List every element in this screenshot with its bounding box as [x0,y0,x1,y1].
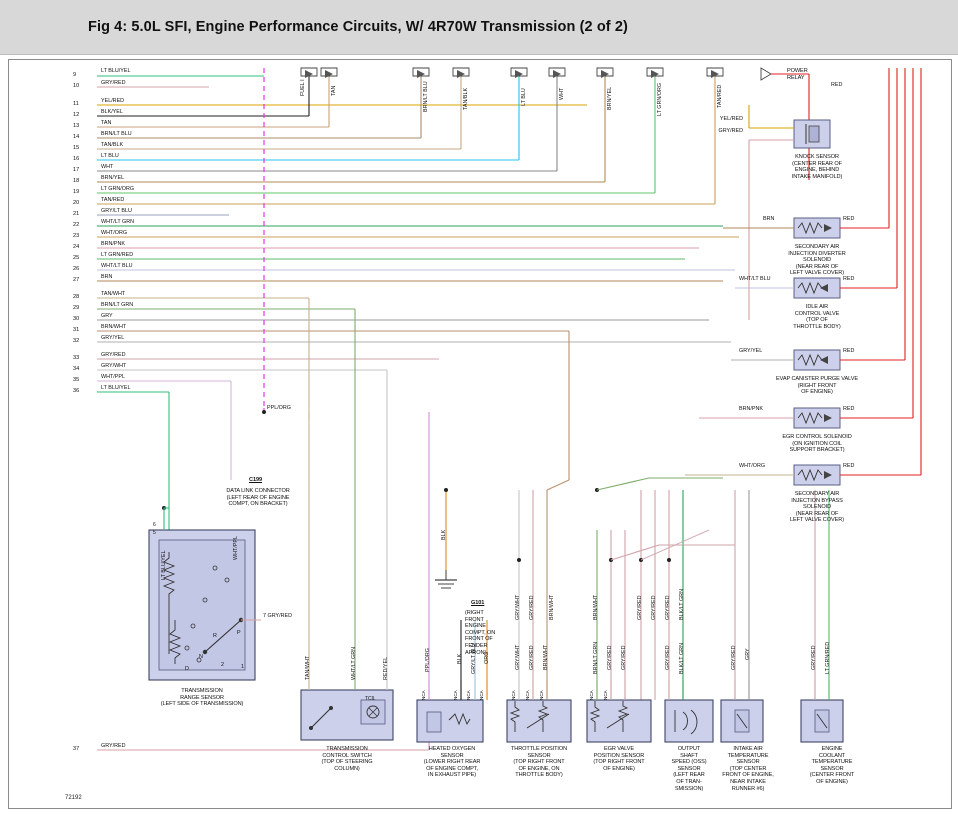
wire-label: TAN/BLK [101,142,124,148]
component-label-throttle-position-sensor: THROTTLE POSITION SENSOR (TOP RIGHT FRONT OF ENGINE, ON THROTTLE BODY) [510,746,568,779]
wire-label: BLK/LT GRN [679,643,685,674]
pin-number: 18 [73,178,80,184]
wire-label: TAN [101,120,112,126]
component-label-knock-sensor: KNOCK SENSOR (CENTER REAR OF ENGINE, BEHIND INTAKE MANIFOLD) [791,154,843,180]
wire-label: LT BLU/YEL [101,385,131,391]
component-label-power-relay: POWER RELAY [787,68,808,81]
trs-position-label: 2 [221,662,224,668]
pin-number: 14 [73,134,80,140]
trs-position-label: 1 [241,664,244,670]
top-wire-label: WHT [559,87,565,100]
wire-label: RED [843,406,855,412]
pin-number: 15 [73,145,80,151]
wire-label: LT BLU/YEL [101,68,131,74]
component-label-data-link-connector: DATA LINK CONNECTOR (LEFT REAR OF ENGINE COMPT, ON BRACKET) [226,488,290,508]
pin-nca: NCA [421,690,426,700]
wire-label: WHT/ORG [739,463,766,469]
wire-label: WHT/LT GRN [351,646,357,680]
diagram-frame [8,59,952,809]
wire-label: LT BLU [101,153,119,159]
wire-label: RED [843,276,855,282]
pin-number: 24 [73,244,80,250]
trs-position-label: D [185,666,189,672]
wire-label: GRY/RED [607,645,613,670]
wire-label: GRY/YEL [101,335,125,341]
wire-label-gry-red: GRY/RED [651,595,657,620]
pin-number: 22 [73,222,80,228]
pin-number: 13 [73,123,80,129]
pin-number: 16 [73,156,80,162]
top-wire-label: TAN/BLK [463,87,469,110]
top-wire-label: TAN/RED [717,84,723,108]
top-wire-label: FUEL I [300,79,306,96]
pin-number: 9 [73,72,77,78]
pin-number: 23 [73,233,80,239]
wire-label: GRY/RED [101,352,126,358]
wire-label-brn-wht: BRN/WHT [593,594,599,620]
wire-label: GRY/RED [718,128,743,134]
pin-number: 25 [73,255,80,261]
wire-label: BLK/YEL [101,109,123,115]
wire-label-gry-wht: GRY/WHT [515,594,521,620]
pin-number: 12 [73,112,80,118]
wire-label-gry-red: GRY/RED [637,595,643,620]
wire-label: WHT/PPL [101,374,125,380]
wire-label-7-gry-red: 7 GRY/RED [263,613,292,619]
wire-label: LT GRN/RED [101,252,134,258]
wire-label: WHT [101,164,114,170]
trs-position-label: P [237,630,241,636]
pin-number: 36 [73,388,80,394]
wire-label: ORG [484,651,490,664]
pin-nca: NCA [466,690,471,700]
wire-label: GRY/WHT [101,363,127,369]
component-label-g101: (RIGHT FRONT ENGINE COMPT, ON FRONT OF FENDER APRON) [465,610,496,656]
wire-label: TAN/WHT [101,291,126,297]
wire-label-gry-red: GRY/RED [665,595,671,620]
wire-label: RED [843,348,855,354]
pin-number: 31 [73,327,80,333]
component-label-secondary-air-diverter: SECONDARY AIR INJECTION DIVERTER SOLENOID (NEAR REAR OF LEFT VALVE COVER) [788,244,846,277]
pin-number: 11 [73,101,79,107]
component-label-egr-control-solenoid: EGR CONTROL SOLENOID (ON IGNITION COIL SUPPORT BRACKET) [782,434,852,454]
wire-label-red: RED [831,82,843,88]
wire-label: GRY/RED [101,743,126,749]
pin-nca: NCA [453,690,458,700]
component-label-intake-air-temperature-sensor: INTAKE AIR TEMPERATURE SENSOR (TOP CENTER FRONT OF ENGINE, NEAR INTAKE RUNNER #6) [722,746,774,792]
pin-nca: NCA [589,690,594,700]
wire-label: GRY/RED [665,645,671,670]
wire-label: GRY/RED [621,645,627,670]
wire-label-blk: BLK [441,529,447,540]
wire-label: GRY/LT BLU [471,643,477,674]
wire-label: BRN/YEL [101,175,125,181]
wire-label: GRY/RED [731,645,737,670]
wire-label: BRN [763,216,775,222]
wire-label: BRN/LT GRN [101,302,134,308]
pin-number: 10 [73,83,80,89]
pin-number-trs: 5 [153,530,156,536]
wire-label-wht-ppl: WHT/PPL [233,536,239,560]
page-title: Fig 4: 5.0L SFI, Engine Performance Circuits, W/ 4R70W Transmission (2 of 2) [88,19,628,35]
wire-label: BRN [101,274,113,280]
wire-label: RED [843,216,855,222]
pin-nca: NCA [479,690,484,700]
wire-label: GRY/YEL [739,348,763,354]
component-label-evap-purge-valve: EVAP CANISTER PURGE VALVE (RIGHT FRONT OF ENGINE) [776,376,858,396]
pin-number-trs: 6 [153,522,156,528]
connector-id-c199: C199 [249,477,262,483]
pin-number: 21 [73,211,80,217]
pin-nca: NCA [525,690,530,700]
wire-label: GRY/LT BLU [101,208,132,214]
wire-label: LT GRN/ORG [101,186,135,192]
pin-nca: NCA [511,690,516,700]
wire-label: BRN/PNK [101,241,125,247]
top-wire-label: BRN/YEL [607,86,613,110]
pin-number: 34 [73,366,80,372]
wire-label: WHT/LT GRN [101,219,135,225]
connector-id-g101: G101 [471,600,485,606]
component-label-output-shaft-speed-sensor: OUTPUT SHAFT SPEED (OSS) SENSOR (LEFT REAR OF TRAN- SMISSION) [671,746,707,792]
pin-number: 35 [73,377,80,383]
component-label-transmission-control-switch: TRANSMISSION CONTROL SWITCH (TOP OF STEERING COLUMN) [321,746,373,772]
wire-label: GRY [745,648,751,660]
trs-position-label: N [199,654,203,660]
component-label-egr-valve-position-sensor: EGR VALVE POSITION SENSOR (TOP RIGHT FRONT OF ENGINE) [593,746,645,772]
diagram-sheet [0,55,958,815]
wire-label: GRY [101,313,113,319]
pin-number: 17 [73,167,80,173]
tcil-label: TCIL [365,696,376,702]
wire-label: BRN/LT GRN [593,641,599,674]
figure-header [0,0,958,55]
wire-label: TAN/RED [101,197,125,203]
wire-label-brn-wht-2: BRN/WHT [549,594,555,620]
wire-label: GRY/WHT [515,644,521,670]
wire-label: YEL/RED [719,116,743,122]
wire-label: PPL/ORG [425,648,431,672]
wire-label: RED [843,463,855,469]
trs-position-label: R [213,633,217,639]
wire-label: BRN/LT BLU [101,131,132,137]
wire-label: GRY/RED [101,80,126,86]
pin-number: 27 [73,277,80,283]
pin-number: 37 [73,746,80,752]
pin-number: 30 [73,316,80,322]
component-label-secondary-air-bypass: SECONDARY AIR INJECTION BYPASS SOLENOID (NEAR REAR OF LEFT VALVE COVER) [790,491,844,524]
wire-label: TAN/WHT [305,655,311,680]
pin-nca: NCA [539,690,544,700]
drawing-code: 72192 [65,795,82,801]
top-wire-label: TAN [331,85,337,96]
pin-number: 33 [73,355,80,361]
component-label-idle-air-control: IDLE AIR CONTROL VALVE (TOP OF THROTTLE BODY) [793,304,841,330]
top-wire-label: LT GRN/ORG [657,82,663,116]
pin-number: 20 [73,200,80,206]
top-wire-label: BRN/LT BLU [423,81,429,112]
pin-number: 29 [73,305,80,311]
top-wire-label: LT BLU [521,88,527,106]
wire-label: WHT/LT BLU [101,263,133,269]
wire-label: WHT/LT BLU [739,276,771,282]
wire-label: LT GRN/RED [825,641,831,674]
wire-label: BRN/WHT [543,644,549,670]
wire-label-lt-blu-yel: LT BLU/YEL [161,550,167,580]
component-label-heated-oxygen-sensor: HEATED OXYGEN SENSOR (LOWER RIGHT REAR OF ENGINE COMPT, IN EXHAUST PIPE) [423,746,481,779]
pin-number: 32 [73,338,80,344]
pin-number: 19 [73,189,80,195]
wire-label: WHT/ORG [101,230,128,236]
wire-label: GRY/RED [811,645,817,670]
wire-label: YEL/RED [101,98,125,104]
wire-label: RED/YEL [383,656,389,680]
wire-label: BLK [457,653,463,664]
wire-label-gry-red-2: GRY/RED [529,595,535,620]
pin-number: 28 [73,294,80,300]
component-label-engine-coolant-temperature-sensor: ENGINE COOLANT TEMPERATURE SENSOR (CENTER FRONT OF ENGINE) [809,746,855,785]
wire-label: BRN/PNK [739,406,763,412]
pin-nca: NCA [603,690,608,700]
wire-label-ppl-org: PPL/ORG [267,405,291,411]
wire-label: GRY/RED [529,645,535,670]
component-label-transmission-range-sensor: TRANSMISSION RANGE SENSOR (LEFT SIDE OF TRANSMISSION) [160,688,244,708]
wire-label-blk-lt-grn: BLK/LT GRN [679,589,685,620]
wire-label: BRN/WHT [101,324,127,330]
pin-number: 26 [73,266,80,272]
